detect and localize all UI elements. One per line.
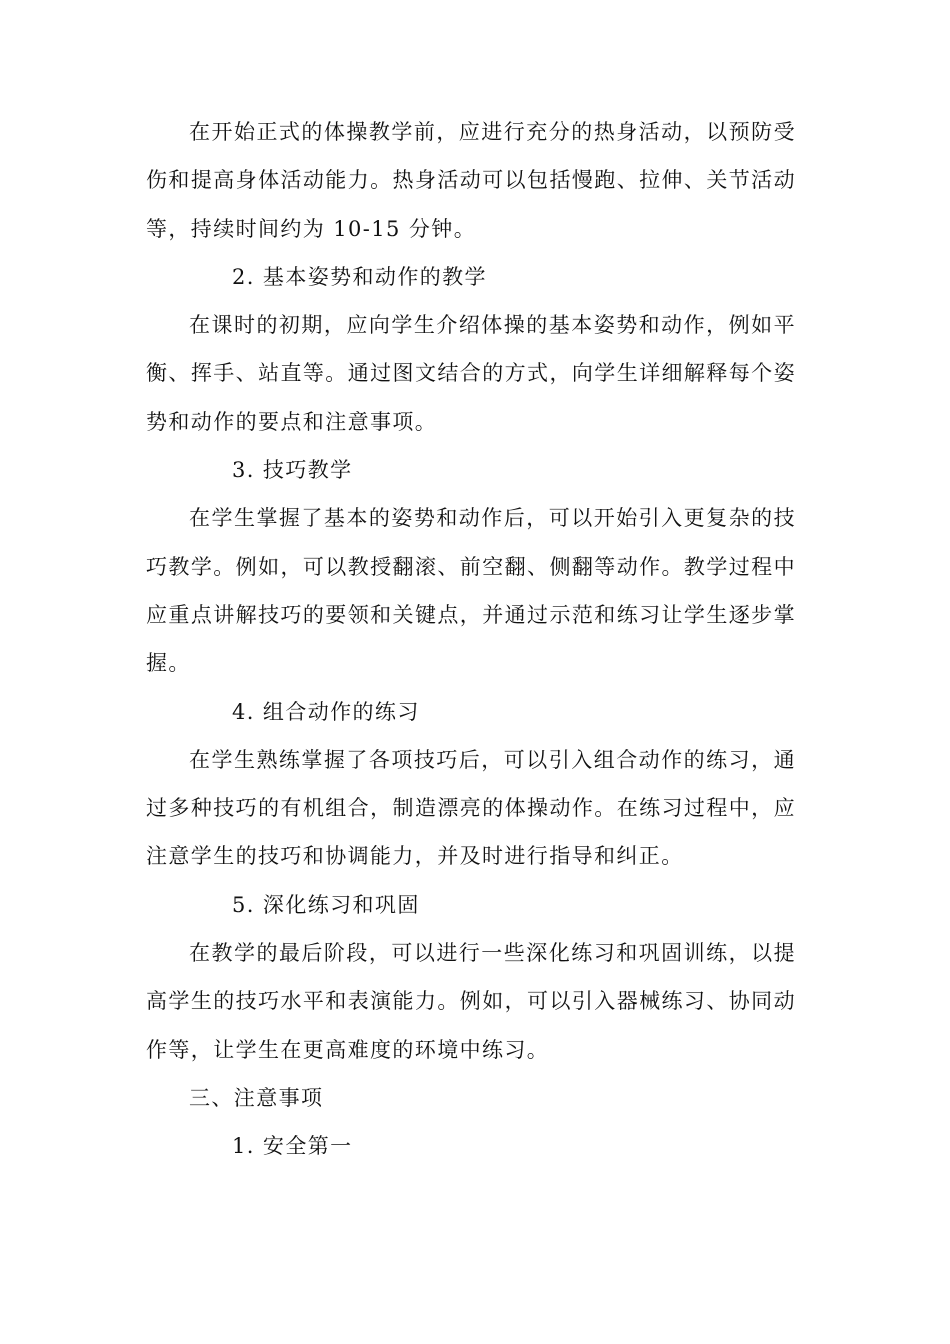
section-number: 1.: [232, 1134, 255, 1159]
section-heading-skills: [146, 446, 796, 494]
section-number: 4.: [232, 699, 255, 724]
document-body: [146, 108, 796, 1171]
chapter-title: 三、注意事项: [189, 1085, 324, 1110]
section-title: 组合动作的练习: [262, 699, 420, 724]
section-number: 5.: [232, 892, 255, 917]
paragraph-basic-posture: 在课时的初期，应向学生介绍体操的基本姿势和动作，例如平衡、挥手、站直等。通过图文结合的方式，向学生详细解释每个姿势和动作的要点和注意事项。: [146, 313, 796, 434]
section-heading-deepening: [146, 881, 796, 929]
section-title: 深化练习和巩固: [262, 892, 420, 917]
paragraph-skills: 在学生掌握了基本的姿势和动作后，可以开始引入更复杂的技巧教学。例如，可以教授翻滚、前空翻、侧翻等动作。教学过程中应重点讲解技巧的要领和关键点，并通过示范和练习让学生逐步掌握。: [146, 506, 796, 676]
paragraph-combination: 在学生熟练掌握了各项技巧后，可以引入组合动作的练习，通过多种技巧的有机组合，制造漂亮的体操动作。在练习过程中，应注意学生的技巧和协调能力，并及时进行指导和纠正。: [146, 747, 796, 869]
section-title: 安全第一: [262, 1134, 353, 1159]
chapter-heading-precautions: [146, 1074, 796, 1122]
paragraph-deepening: 在教学的最后阶段，可以进行一些深化练习和巩固训练，以提高学生的技巧水平和表演能力。例如，可以引入器械练习、协同动作等，让学生在更高难度的环境中练习。: [146, 941, 796, 1062]
section-heading-basic-posture: [146, 253, 796, 301]
section-heading-combination: [146, 688, 796, 736]
paragraph-warmup: 在开始正式的体操教学前，应进行充分的热身活动，以预防受伤和提高身体活动能力。热身活动可以包括慢跑、拉伸、关节活动等，持续时间约为 10-15 分钟。: [146, 120, 796, 241]
section-number: 3.: [232, 458, 255, 483]
section-number: 2.: [232, 264, 255, 289]
section-title: 基本姿势和动作的教学: [262, 264, 487, 289]
section-title: 技巧教学: [262, 458, 353, 483]
section-heading-safety: [146, 1122, 796, 1170]
